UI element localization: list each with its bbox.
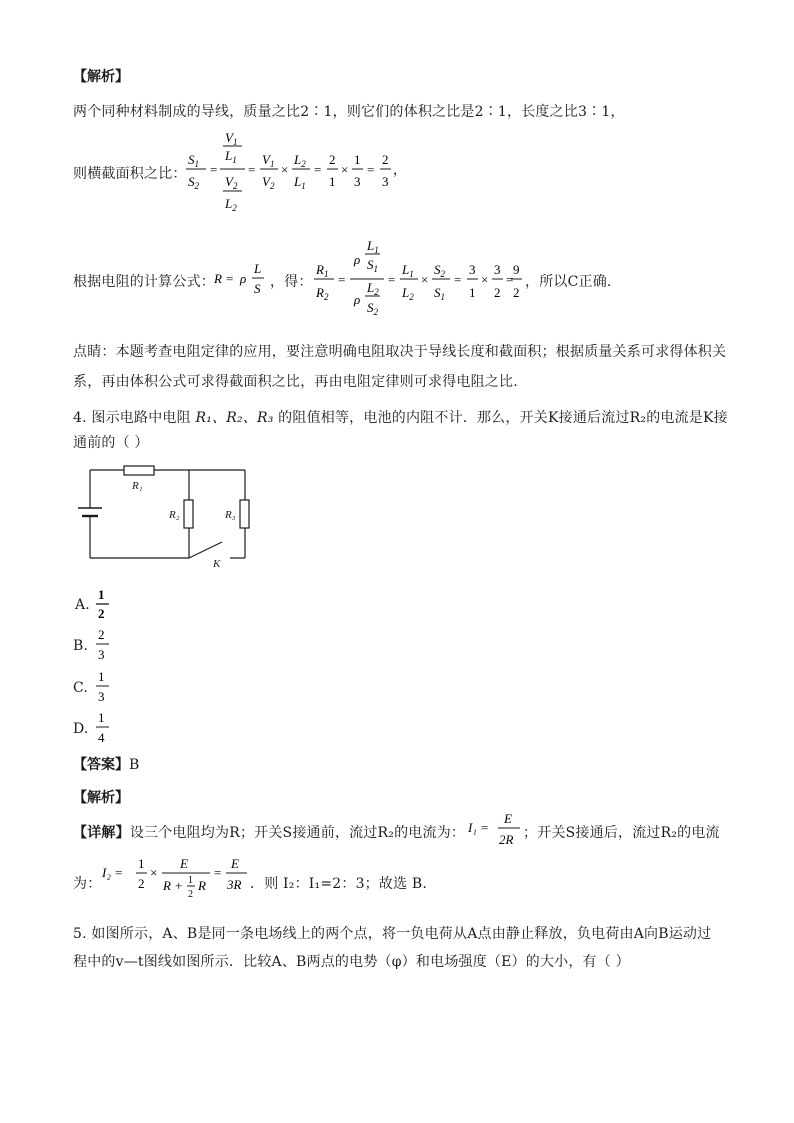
analysis-tag: 【解析】 (73, 69, 129, 85)
svg-text:S2: $S_2$ (367, 300, 378, 317)
svg-text:2: 2 (98, 627, 105, 642)
svg-text:=: = (388, 272, 396, 287)
svg-text:L1: $L_1$ (225, 148, 237, 165)
get-text: ，得： (270, 274, 313, 290)
svg-text:R₃: R₃ (225, 509, 236, 521)
svg-text:L: L (254, 261, 262, 276)
option-b-fraction (94, 625, 114, 663)
svg-text:R: R (198, 878, 206, 893)
svg-text:E: E (231, 856, 239, 871)
svg-text:R: R (214, 271, 222, 286)
svg-text:×: × (421, 272, 429, 287)
svg-text:ρ: ρ (240, 271, 247, 286)
svg-text:S: S (254, 281, 261, 296)
detail-line-2b: ．则 I₂：I₁=2：3；故选 B. (250, 876, 428, 892)
s1: $S_1$ (188, 152, 199, 169)
resist-label: 根据电阻的计算公式： (73, 274, 215, 290)
i1-formula (466, 810, 522, 852)
svg-text:3: 3 (382, 174, 389, 189)
svg-text:1: 1 (98, 669, 105, 684)
svg-text:3: 3 (469, 262, 476, 277)
svg-text:2: 2 (188, 889, 193, 900)
svg-text:=: = (314, 162, 322, 177)
svg-text:L1: $L_1$ (294, 174, 306, 191)
svg-text:=: = (454, 272, 462, 287)
svg-text:I₁ =: I₁ = (468, 820, 489, 835)
svg-text:ρ: ρ (354, 292, 361, 307)
switch-k-blade (189, 542, 222, 558)
svg-text:L2: $L_2$ (367, 280, 379, 297)
svg-text:=: = (506, 272, 514, 287)
svg-text:R2: $R_2$ (316, 285, 329, 302)
answer-line (73, 754, 140, 774)
svg-text:1: 1 (329, 174, 336, 189)
option-a-fraction (94, 585, 114, 623)
option-c-label: C. (73, 680, 89, 696)
detail-line-1b: ；开关S接通后，流过R₂的电流 (523, 825, 720, 841)
option-c-fraction (94, 667, 114, 705)
svg-text:L2: $L_2$ (402, 285, 414, 302)
svg-text:=: = (248, 162, 256, 177)
svg-text:S2: $S_2$ (434, 262, 445, 279)
svg-text:R₁: R₁ (132, 480, 143, 492)
option-d-label: D. (73, 721, 89, 737)
svg-text:2: 2 (98, 606, 105, 621)
q4-stem-line-2: 通前的（ ） (73, 435, 149, 451)
svg-text:V2: $V_2$ (225, 174, 238, 191)
svg-text:2: 2 (513, 285, 520, 300)
comment-line-2: 系，再由体积公式可求得截面积之比，再由电阻定律则可求得电阻之比. (73, 374, 518, 390)
svg-text:1: 1 (138, 856, 145, 871)
svg-text:2: 2 (494, 285, 501, 300)
area-label: 则横截面积之比： (73, 166, 187, 182)
svg-text:，: ， (393, 162, 407, 177)
answer-value: B (129, 757, 140, 773)
comment-line-1: 点睛：本题考查电阻定律的应用，要注意明确电阻取决于导线长度和截面积；根据质量关系可求得体积关 (73, 344, 727, 360)
svg-text:L1: $L_1$ (367, 238, 379, 255)
resistor-r2 (184, 500, 193, 528)
svg-text:3: 3 (354, 174, 361, 189)
analysis-line-1: 两个同种材料制成的导线，质量之比2∶1，则它们的体积之比是2∶1，长度之比3∶1， (73, 104, 625, 120)
svg-text:ρ: ρ (354, 252, 361, 267)
i2-formula (100, 846, 250, 902)
resistor-r1 (124, 466, 154, 475)
svg-text:2R: 2R (499, 832, 514, 847)
area-ratio-formula (180, 128, 410, 220)
svg-text:1: 1 (98, 587, 105, 602)
q5-stem-line-2: 程中的v—t图线如图所示．比较A、B两点的电势（φ）和电场强度（E）的大小，有（ ） (73, 954, 630, 970)
svg-text:R +: R + (163, 878, 183, 893)
svg-text:×: × (341, 162, 349, 177)
svg-text:R1: $R_1$ (316, 262, 329, 279)
resistance-formula (212, 256, 272, 300)
svg-text:=: = (214, 865, 222, 880)
q4-analysis-tag: 【解析】 (73, 790, 129, 806)
svg-text:1: 1 (188, 875, 193, 886)
svg-text:1: 1 (469, 285, 476, 300)
svg-text:S1: $S_1$ (367, 257, 378, 274)
svg-text:1: 1 (354, 152, 361, 167)
q4-stem-line-1: 4. 图示电路中电阻 R₁、R₂、R₃ 的阻值相等，电池的内阻不计．那么，开关K接通后流过R₂的电流是K接 (73, 410, 728, 426)
svg-text:=: = (338, 272, 346, 287)
svg-text:L2: $L_2$ (225, 196, 237, 213)
svg-text:3: 3 (98, 647, 105, 662)
resistor-r3 (240, 500, 249, 528)
q5-stem-line-1: 5. 如图所示，A、B是同一条电场线上的两个点，将一负电荷从A点由静止释放，负电荷由A向B运动过 (73, 926, 712, 942)
svg-text:3: 3 (98, 689, 105, 704)
svg-text:L1: $L_1$ (402, 262, 414, 279)
svg-text:4: 4 (98, 730, 105, 745)
svg-text:E: E (180, 856, 188, 871)
svg-text:V1: $V_1$ (225, 130, 238, 147)
svg-text:×: × (281, 162, 289, 177)
svg-text:E: E (504, 811, 512, 826)
svg-text:×: × (481, 272, 489, 287)
svg-text:R₂: R₂ (169, 509, 180, 521)
svg-text:3: 3 (494, 262, 501, 277)
svg-text:I₂ =: I₂ = (102, 865, 123, 880)
svg-text:3R: 3R (227, 877, 242, 892)
circuit-diagram (70, 462, 270, 572)
option-b-label: B. (73, 638, 89, 654)
detail-line-1: 【详解】设三个电阻均为R；开关S接通前，流过R₂的电流为： (73, 825, 466, 841)
svg-text:=: = (226, 271, 234, 286)
svg-text:2: 2 (382, 152, 389, 167)
svg-text:2: 2 (329, 152, 336, 167)
svg-text:K: K (213, 558, 221, 570)
option-d-fraction (94, 708, 114, 746)
answer-tag: 【答案】 (73, 757, 129, 773)
resist-tail: ，所以C正确. (525, 274, 612, 290)
svg-text:2: 2 (138, 876, 145, 891)
svg-text:S1: $S_1$ (434, 285, 445, 302)
svg-text:V1: $V_1$ (262, 152, 275, 169)
svg-text:1: 1 (98, 710, 105, 725)
svg-text:9: 9 (513, 262, 520, 277)
detail-line-2: 为： (73, 876, 102, 892)
svg-text:V2: $V_2$ (262, 174, 275, 191)
svg-text:S2: $S_2$ (188, 174, 199, 191)
svg-text:=: = (210, 162, 218, 177)
svg-text:×: × (150, 865, 158, 880)
svg-text:L2: $L_2$ (294, 152, 306, 169)
option-a-label: A. (75, 597, 90, 613)
svg-text:=: = (367, 162, 375, 177)
resistance-ratio-formula (312, 236, 524, 322)
